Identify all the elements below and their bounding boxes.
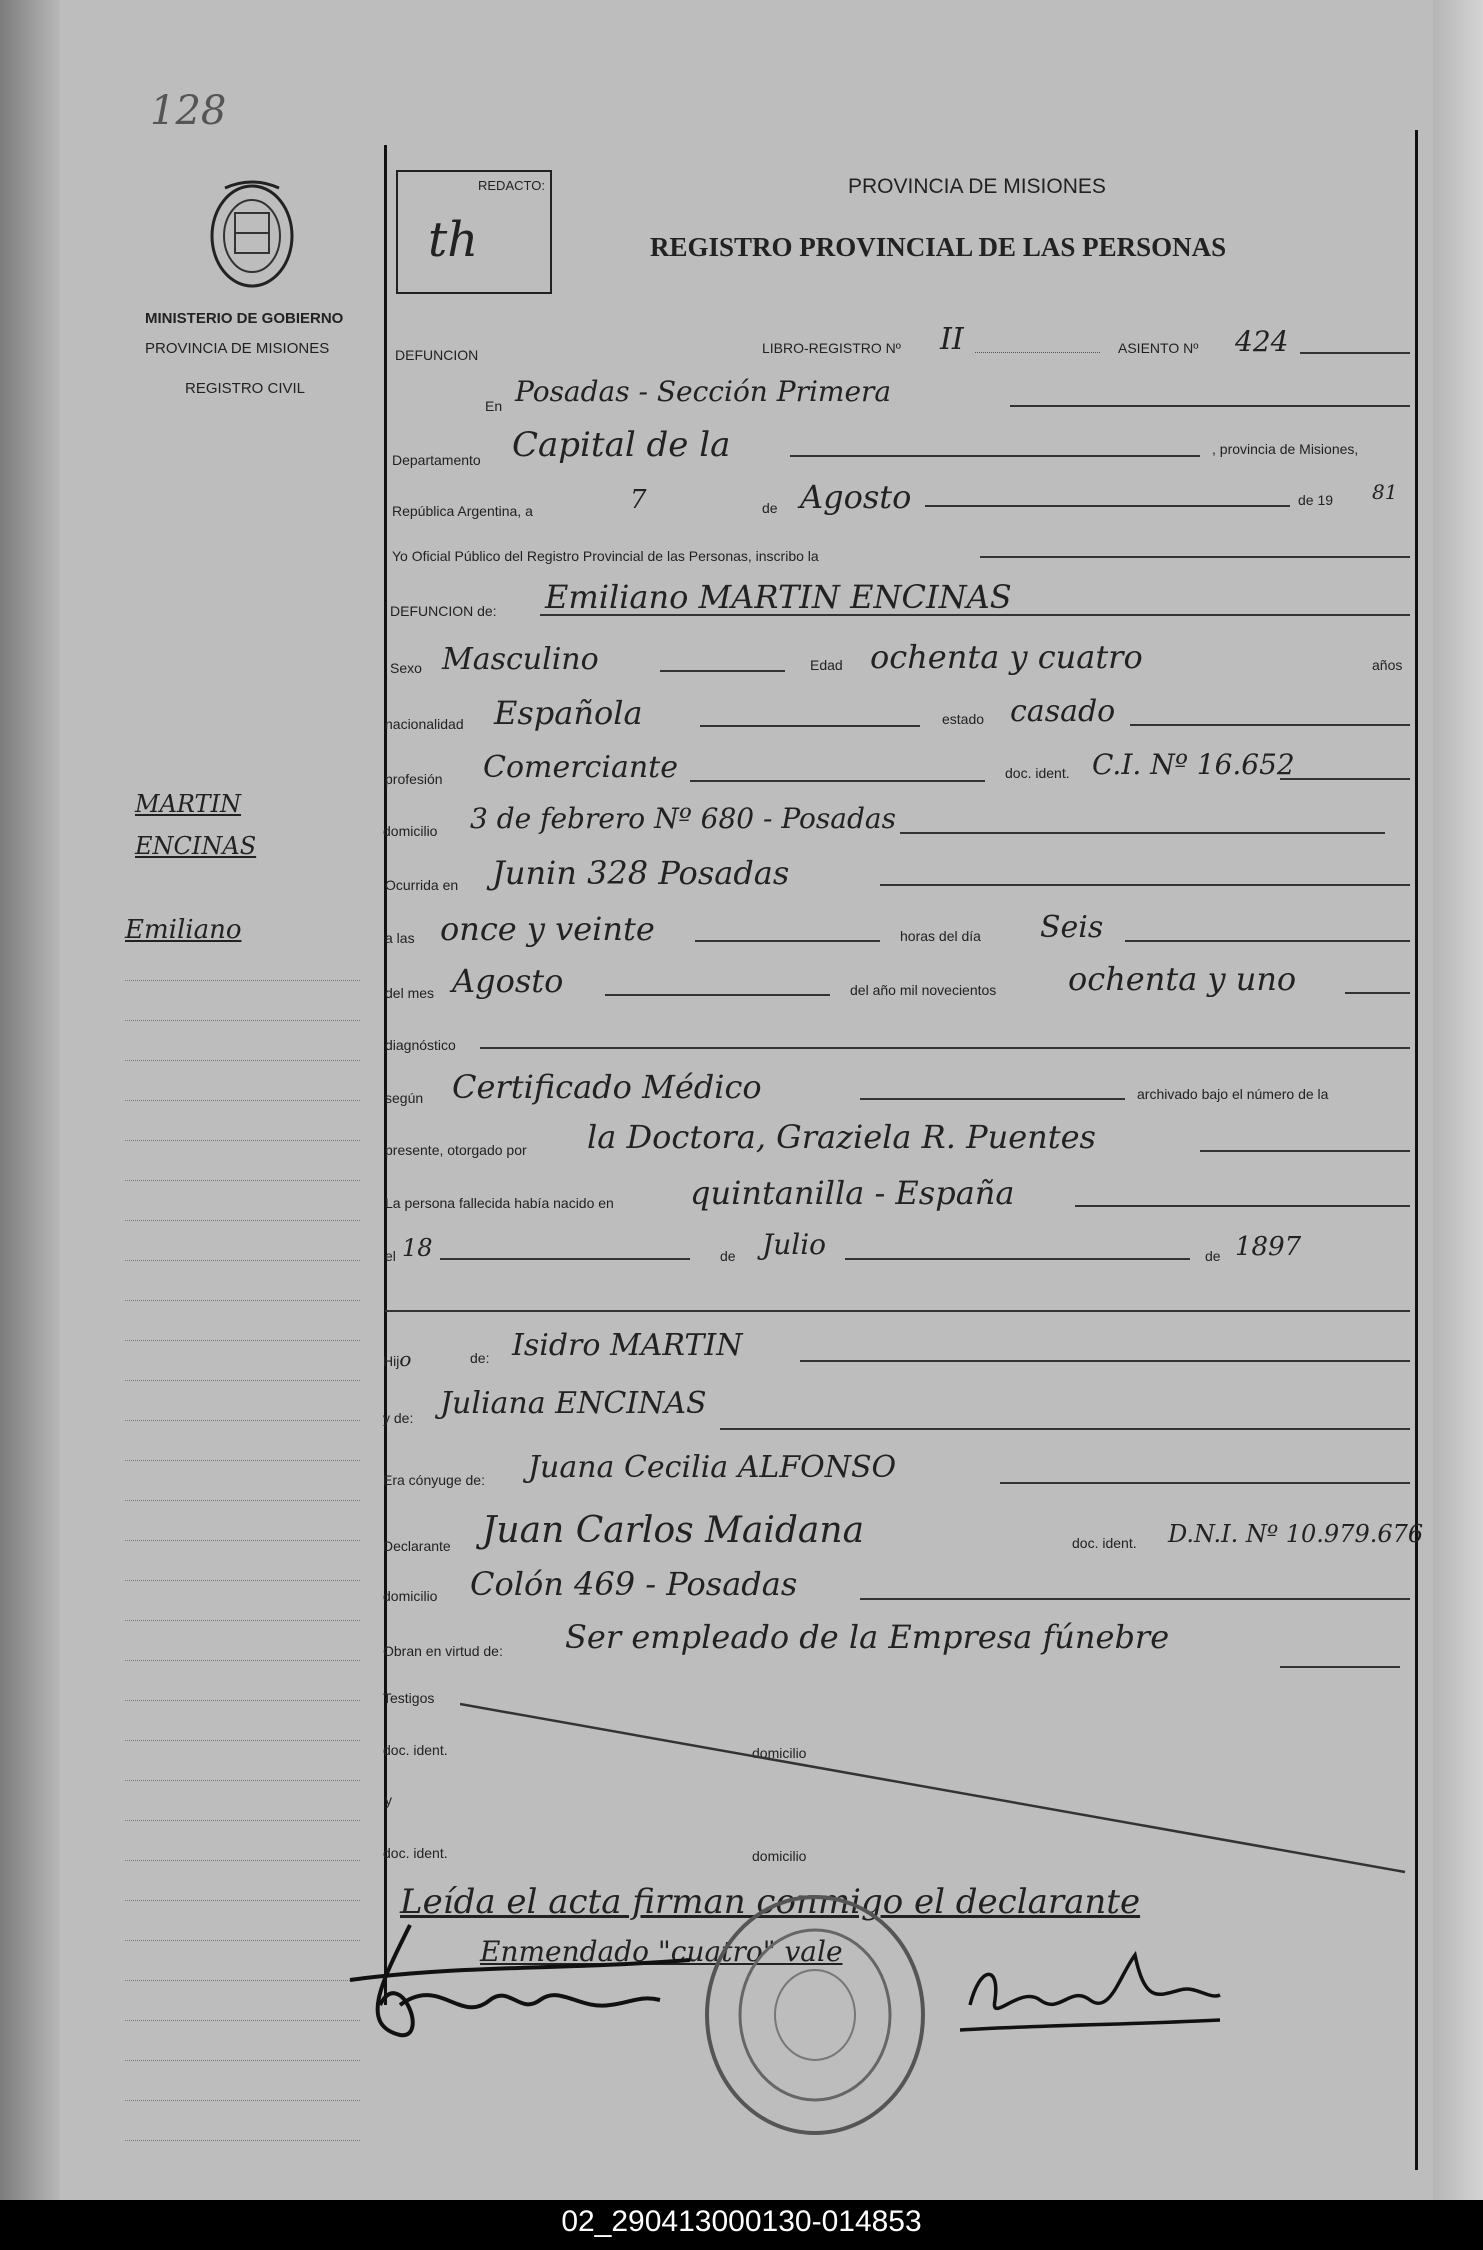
a-las-value: once y veinte — [440, 910, 655, 948]
office-label: REGISTRO CIVIL — [185, 380, 306, 397]
birth-year-value: 1897 — [1235, 1232, 1302, 1262]
doc-ident1-label: doc. ident. — [383, 1742, 448, 1758]
nacionalidad-label: nacionalidad — [385, 716, 464, 732]
defuncion-de-label: DEFUNCION de: — [390, 603, 497, 619]
segun-label: según — [385, 1090, 424, 1106]
death-month-value: Agosto — [800, 478, 912, 516]
nacionalidad-value: Española — [494, 694, 643, 732]
estado-value: casado — [1010, 694, 1116, 729]
horas-value: Seis — [1040, 910, 1104, 945]
margin-note-surname: MARTIN — [135, 790, 242, 818]
page-right-edge — [1433, 0, 1483, 2200]
redacto-initials: th — [428, 212, 479, 268]
death-day-value: 7 — [630, 485, 647, 515]
sexo-label: Sexo — [390, 660, 422, 676]
birth-day-value: 18 — [402, 1234, 433, 1262]
en-label: En — [485, 398, 503, 414]
closing-line-2: Enmendado "cuatro" vale — [480, 1935, 843, 1968]
sexo-value: Masculino — [442, 642, 599, 677]
y-label: y — [385, 1792, 392, 1808]
declarant-signature — [340, 1905, 700, 2055]
margin-note-surname-2: ENCINAS — [135, 832, 257, 860]
hijo-label: Hijo — [383, 1347, 412, 1371]
profesion-label: profesión — [385, 771, 443, 787]
domicilio-decl-label: domicilio — [383, 1588, 438, 1604]
a-las-label: a las — [385, 930, 415, 946]
departamento-label: Departamento — [392, 452, 481, 468]
nacido-value: quintanilla - España — [690, 1174, 1015, 1212]
cancel-diagonal-line — [460, 1700, 1410, 1880]
left-frame-line — [384, 145, 387, 2005]
domicilio2-label: domicilio — [752, 1848, 807, 1864]
conyuge-value: Juana Cecilia ALFONSO — [528, 1450, 897, 1485]
doc-value: C.I. Nº 16.652 — [1092, 748, 1295, 781]
del-anio-label: del año mil novecientos — [850, 982, 997, 998]
domicilio-label: domicilio — [383, 823, 438, 839]
de3-label: de — [1205, 1248, 1221, 1264]
declarante-label: Declarante — [383, 1538, 451, 1554]
doc-decl-value: D.N.I. Nº 10.979.676 — [1168, 1520, 1424, 1548]
asiento-value: 424 — [1235, 325, 1289, 358]
el-label: el — [385, 1248, 396, 1264]
asiento-label: ASIENTO Nº — [1118, 340, 1199, 356]
estado-label: estado — [942, 711, 985, 727]
province-label: PROVINCIA DE MISIONES — [145, 340, 330, 357]
testigos-label: Testigos — [383, 1690, 435, 1706]
del-mes-value: Agosto — [452, 962, 564, 1000]
header-registry: REGISTRO PROVINCIAL DE LAS PERSONAS — [650, 232, 1227, 262]
domicilio1-label: domicilio — [752, 1745, 807, 1761]
horas-label: horas del día — [900, 928, 981, 944]
domicilio-decl-value: Colón 469 - Posadas — [470, 1565, 798, 1603]
margin-note-given-name: Emiliano — [125, 915, 242, 945]
anio-label: de 19 — [1298, 492, 1334, 508]
edad-value: ochenta y cuatro — [870, 638, 1143, 676]
record-type-label: DEFUNCION — [395, 347, 479, 363]
declarante-value: Juan Carlos Maidana — [482, 1510, 865, 1551]
departamento-value: Capital de la — [512, 425, 731, 465]
ministry-label: MINISTERIO DE GOBIERNO — [145, 310, 344, 327]
page-number: 128 — [150, 88, 227, 134]
doc-ident2-label: doc. ident. — [383, 1845, 448, 1861]
ocurrida-value: Junin 328 Posadas — [492, 854, 790, 892]
nacido-label: La persona fallecida había nacido en — [385, 1195, 614, 1211]
libro-label: LIBRO-REGISTRO Nº — [762, 340, 901, 356]
birth-month-value: Julio — [762, 1228, 827, 1261]
redacto-label: REDACTO: — [478, 178, 545, 193]
del-mes-label: del mes — [385, 985, 435, 1001]
deceased-name-value: Emiliano MARTIN ENCINAS — [545, 578, 1012, 616]
madre-value: Juliana ENCINAS — [440, 1386, 707, 1421]
presente-value: la Doctora, Graziela R. Puentes — [587, 1118, 1096, 1156]
doc-decl-label: doc. ident. — [1072, 1535, 1137, 1551]
document-code: 02_290413000130-014853 — [561, 2205, 922, 2238]
domicilio-value: 3 de febrero Nº 680 - Posadas — [470, 802, 896, 835]
anos-label: años — [1372, 657, 1403, 673]
doc-label: doc. ident. — [1005, 765, 1070, 781]
header-province: PROVINCIA DE MISIONES — [848, 175, 1106, 198]
del-anio-value: ochenta y uno — [1068, 960, 1297, 998]
de-label: de — [762, 500, 778, 516]
y-de-label: y de: — [383, 1410, 414, 1426]
diagnostico-label: diagnóstico — [385, 1037, 456, 1053]
obran-value: Ser empleado de la Empresa fúnebre — [565, 1618, 1170, 1656]
profesion-value: Comerciante — [483, 750, 678, 785]
right-frame-line — [1415, 130, 1418, 2170]
provincia-text: , provincia de Misiones, — [1212, 441, 1359, 457]
death-year-value: 81 — [1372, 480, 1398, 504]
padre-value: Isidro MARTIN — [512, 1328, 743, 1363]
redacto-box — [396, 170, 552, 294]
conyuge-label: Era cónyuge de: — [383, 1472, 485, 1488]
segun-value: Certificado Médico — [452, 1068, 762, 1106]
hijo-de-label: de: — [470, 1350, 490, 1366]
closing-line-1: Leída el acta firman conmigo el declarante — [400, 1882, 1141, 1922]
presente-label: presente, otorgado por — [385, 1142, 527, 1158]
de2-label: de — [720, 1248, 736, 1264]
official-signature — [960, 1945, 1230, 2055]
coat-of-arms-icon — [205, 178, 300, 293]
en-value: Posadas - Sección Primera — [515, 375, 892, 408]
republica-label: República Argentina, a — [392, 503, 533, 519]
libro-value: II — [940, 322, 964, 357]
archivado-label: archivado bajo el número de la — [1137, 1086, 1329, 1102]
ocurrida-label: Ocurrida en — [385, 877, 459, 893]
obran-label: Obran en virtud de: — [383, 1643, 503, 1659]
official-stamp-icon — [700, 1890, 930, 2140]
page-binding-shadow — [0, 0, 60, 2200]
oficial-text: Yo Oficial Público del Registro Provincial de las Personas, inscribo la — [392, 548, 819, 564]
edad-label: Edad — [810, 657, 843, 673]
